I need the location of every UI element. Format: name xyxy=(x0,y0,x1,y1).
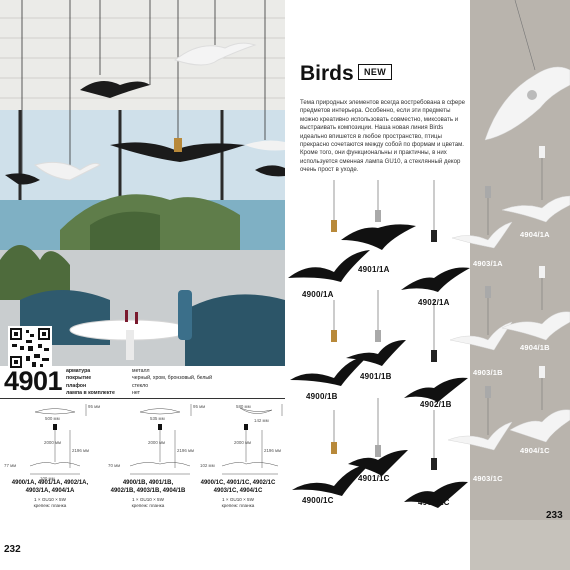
page-number-right: 233 xyxy=(546,510,563,521)
collection-description: Тема природных элементов всегда востребована в сфере предметов интерьера. Особенно, если эти предметы можно креативно использовать совместно, миксовать и выстраивать композиции. Наша новая линия Birds идеально впишется в любое пространство, птицы прекрасно сочетаются между собой по формам и цветам. Кроме того, они функциональны и практичны, в них используется сменная лампа GU10, а стеклянный декор очень прост в уходе. xyxy=(300,99,466,174)
code-line: 4903/1C, 4904/1C xyxy=(213,487,263,494)
product-label: 4903/1B xyxy=(473,368,503,377)
model-codes-3 xyxy=(190,480,286,495)
code-line: 4903/1A, 4904/1A xyxy=(25,487,75,494)
dim-width-2: 535 мм xyxy=(150,416,165,421)
interior-photo xyxy=(0,0,285,366)
product-label: 4901/1A xyxy=(358,265,390,274)
product-label: 4902/1C xyxy=(418,498,450,507)
spec-label: лампа в комплекте xyxy=(66,390,115,397)
page-number-left: 232 xyxy=(4,544,21,555)
panel-footer xyxy=(470,520,570,570)
product-label: 4904/1B xyxy=(520,343,550,352)
code-line: 4900/1B, 4901/1B, xyxy=(122,480,174,486)
dim-width-3: 580 мм xyxy=(236,404,251,409)
lamp-type: 1 × GU10 × 5W xyxy=(34,497,66,502)
lamp-info-1 xyxy=(0,497,100,509)
spec-value: черный, хром, бронзовый, белый xyxy=(132,375,213,382)
dim-height-1: 95 мм xyxy=(88,404,101,409)
code-line: 4902/1B, 4903/1B, 4904/1B xyxy=(110,487,186,494)
white-lamps xyxy=(440,0,570,520)
dim-width-1: 500 мм xyxy=(45,416,60,421)
spec-label: покрытие xyxy=(66,375,92,382)
spec-label: плафон xyxy=(66,382,87,389)
product-label: 4900/1A xyxy=(302,290,334,299)
dim-total-1: 2196 мм xyxy=(72,448,90,453)
product-label: 4904/1A xyxy=(520,230,550,239)
dim-height-2: 95 мм xyxy=(193,404,206,409)
product-label: 4904/1C xyxy=(520,446,550,455)
dim-side-2: 70 мм xyxy=(108,463,121,468)
lamp-type: 1 × GU10 × 5W xyxy=(222,497,254,502)
product-label: 4900/1C xyxy=(302,496,334,505)
lamp-info-2 xyxy=(98,497,198,509)
lamp-info-3 xyxy=(190,497,286,509)
divider xyxy=(0,398,285,399)
model-codes-1 xyxy=(0,480,100,495)
model-codes-2 xyxy=(98,480,198,495)
dim-total-2: 2196 мм xyxy=(177,448,195,453)
product-label: 4901/1B xyxy=(360,372,392,381)
spec-values xyxy=(132,368,212,398)
mount-type: крепеж: планка xyxy=(131,503,165,508)
interior-photo-illustration xyxy=(0,0,285,366)
dim-drop-1: 2000 мм xyxy=(44,440,62,445)
new-badge: NEW xyxy=(358,64,392,80)
qr-code-icon xyxy=(8,326,52,370)
spec-value: стекло xyxy=(132,382,149,389)
mount-type: крепеж: планка xyxy=(221,503,255,508)
dim-height-3: 142 мм xyxy=(254,418,269,423)
code-line: 4900/1C, 4901/1C, 4902/1C xyxy=(200,480,276,486)
spec-label: арматура xyxy=(66,368,91,374)
product-label: 4902/1A xyxy=(418,298,450,307)
dim-base-1: 100 мм xyxy=(40,476,55,481)
dim-drop-3: 2000 мм xyxy=(234,440,252,445)
collection-title: Birds xyxy=(300,62,354,85)
model-number: 4901 xyxy=(4,366,63,396)
product-label: 4903/1C xyxy=(473,474,503,483)
product-label: 4901/1C xyxy=(358,474,390,483)
dim-total-3: 2196 мм xyxy=(264,448,282,453)
dim-side-1: 77 мм xyxy=(4,463,17,468)
lamp-type: 1 × GU10 × 5W xyxy=(132,497,164,502)
spec-value: нет xyxy=(132,390,140,397)
product-label: 4903/1A xyxy=(473,259,503,268)
spec-value: металл xyxy=(132,368,150,374)
product-label: 4902/1B xyxy=(420,400,452,409)
mount-type: крепеж: планка xyxy=(33,503,67,508)
dim-drop-2: 2000 мм xyxy=(148,440,166,445)
product-label: 4900/1B xyxy=(306,392,338,401)
qr-code[interactable] xyxy=(8,326,52,370)
code-line: 4900/1A, 4901/1A, 4902/1A, xyxy=(11,480,89,486)
spec-labels xyxy=(66,368,115,398)
dim-side-3: 102 мм xyxy=(200,463,215,468)
